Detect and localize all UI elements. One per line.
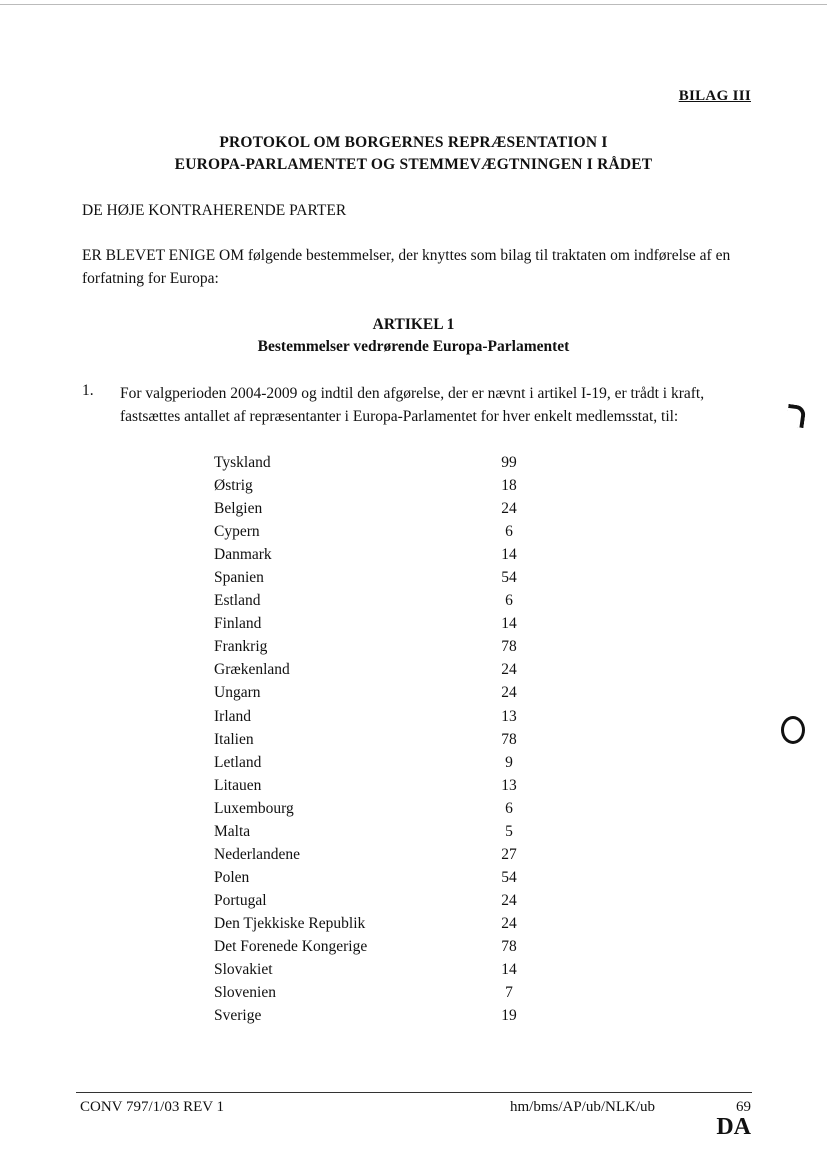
- country-name: Belgien: [214, 500, 263, 518]
- table-row: [200, 612, 540, 635]
- annex-label: BILAG III: [678, 88, 751, 104]
- contracting-parties: DE HØJE KONTRAHERENDE PARTER: [82, 202, 347, 219]
- seat-count: 14: [501, 615, 517, 633]
- country-name: Luxembourg: [214, 799, 294, 817]
- table-row: [200, 866, 540, 889]
- table-row: [200, 451, 540, 474]
- table-row: [200, 774, 540, 797]
- footer-rule: [76, 1092, 752, 1093]
- country-name: Spanien: [214, 569, 264, 587]
- table-row: [200, 935, 540, 958]
- country-name: Slovenien: [214, 984, 276, 1002]
- item-text: For valgperioden 2004-2009 og indtil den afgørelse, der er nævnt i artikel I-19, er trådt i kraft, fastsættes antallet af repræsentanter i Europa-Parlamentet for hver enkelt medlemsstat, til:: [120, 385, 705, 425]
- item-number: 1.: [82, 382, 94, 399]
- top-edge-rule: [0, 4, 827, 5]
- language-code: DA: [716, 1114, 751, 1140]
- seat-count: 27: [501, 845, 517, 863]
- seat-count: 6: [505, 799, 513, 817]
- table-row: [200, 889, 540, 912]
- article-heading: [0, 314, 827, 358]
- country-name: Tyskland: [214, 454, 271, 471]
- table-row: [200, 981, 540, 1004]
- country-name: Danmark: [214, 546, 272, 564]
- country-name: Portugal: [214, 891, 267, 909]
- page-number: 69: [736, 1099, 751, 1115]
- seat-count: 24: [501, 684, 517, 702]
- country-name: Litauen: [214, 776, 262, 794]
- document-reference: CONV 797/1/03 REV 1: [80, 1099, 225, 1115]
- seat-count: 14: [501, 546, 517, 564]
- country-name: Ungarn: [214, 684, 261, 702]
- seat-count: 7: [505, 984, 513, 1002]
- seat-count: 24: [501, 914, 517, 932]
- seat-count: 24: [501, 500, 517, 518]
- country-name: Grækenland: [214, 661, 290, 679]
- table-row: [200, 843, 540, 866]
- table-row: [200, 474, 540, 497]
- table-row: [200, 1004, 540, 1027]
- table-row: [200, 797, 540, 820]
- table-row: [200, 820, 540, 843]
- country-name: Det Forenede Kongerige: [214, 937, 368, 955]
- seat-count: 18: [501, 477, 517, 495]
- table-row: [200, 658, 540, 681]
- country-name: Polen: [214, 868, 250, 886]
- country-name: Nederlandene: [214, 845, 301, 863]
- seat-count: 14: [501, 961, 517, 979]
- country-name: Slovakiet: [214, 961, 273, 979]
- protocol-title-line-1: PROTOKOL OM BORGERNES REPRÆSENTATION I: [219, 134, 608, 151]
- seat-count: 13: [501, 776, 517, 794]
- seat-count: 6: [505, 592, 513, 610]
- table-row: [200, 912, 540, 935]
- typist-initials: hm/bms/AP/ub/NLK/ub: [510, 1099, 656, 1115]
- article-subtitle: Bestemmelser vedrørende Europa-Parlamentet: [257, 338, 570, 355]
- protocol-title: [0, 132, 827, 176]
- seat-count: 78: [501, 937, 517, 955]
- seat-count: 6: [505, 523, 513, 541]
- seat-count: 5: [505, 822, 513, 840]
- binder-ring-mark-icon: [781, 716, 805, 744]
- country-name: Østrig: [214, 477, 253, 495]
- table-row: [200, 566, 540, 589]
- country-name: Finland: [214, 615, 262, 633]
- seat-count: 54: [501, 569, 517, 587]
- table-row: [200, 958, 540, 981]
- table-row: [200, 520, 540, 543]
- country-name: Italien: [214, 730, 254, 748]
- country-name: Frankrig: [214, 638, 268, 656]
- table-row: [200, 543, 540, 566]
- table-row: [200, 589, 540, 612]
- country-name: Den Tjekkiske Republik: [214, 914, 366, 932]
- protocol-title-line-2: EUROPA-PARLAMENTET OG STEMMEVÆGTNINGEN I RÅDET: [174, 156, 653, 173]
- table-row: [200, 497, 540, 520]
- seat-count: 99: [501, 454, 517, 471]
- country-name: Cypern: [214, 523, 260, 541]
- seat-count: 54: [501, 868, 517, 886]
- table-row: [200, 728, 540, 751]
- table-row: [200, 681, 540, 704]
- seat-allocation-table: [200, 451, 540, 1027]
- country-name: Sverige: [214, 1007, 262, 1025]
- table-row: [200, 635, 540, 658]
- country-name: Malta: [214, 822, 251, 840]
- article-title: ARTIKEL 1: [372, 316, 455, 333]
- binder-hole-mark-icon: [786, 404, 807, 428]
- agreement-paragraph: ER BLEVET ENIGE OM følgende bestemmelser, der knyttes som bilag til traktaten om indførelse af en forfatning for Europa:: [82, 247, 731, 287]
- seat-count: 24: [501, 891, 517, 909]
- seat-count: 24: [501, 661, 517, 679]
- country-name: Letland: [214, 753, 262, 771]
- table-row: [200, 751, 540, 774]
- country-name: Irland: [214, 707, 252, 725]
- seat-count: 78: [501, 638, 517, 656]
- seat-count: 9: [505, 753, 513, 771]
- seat-count: 13: [501, 707, 517, 725]
- country-name: Estland: [214, 592, 261, 610]
- seat-count: 78: [501, 730, 517, 748]
- table-row: [200, 705, 540, 728]
- seat-count: 19: [501, 1007, 517, 1025]
